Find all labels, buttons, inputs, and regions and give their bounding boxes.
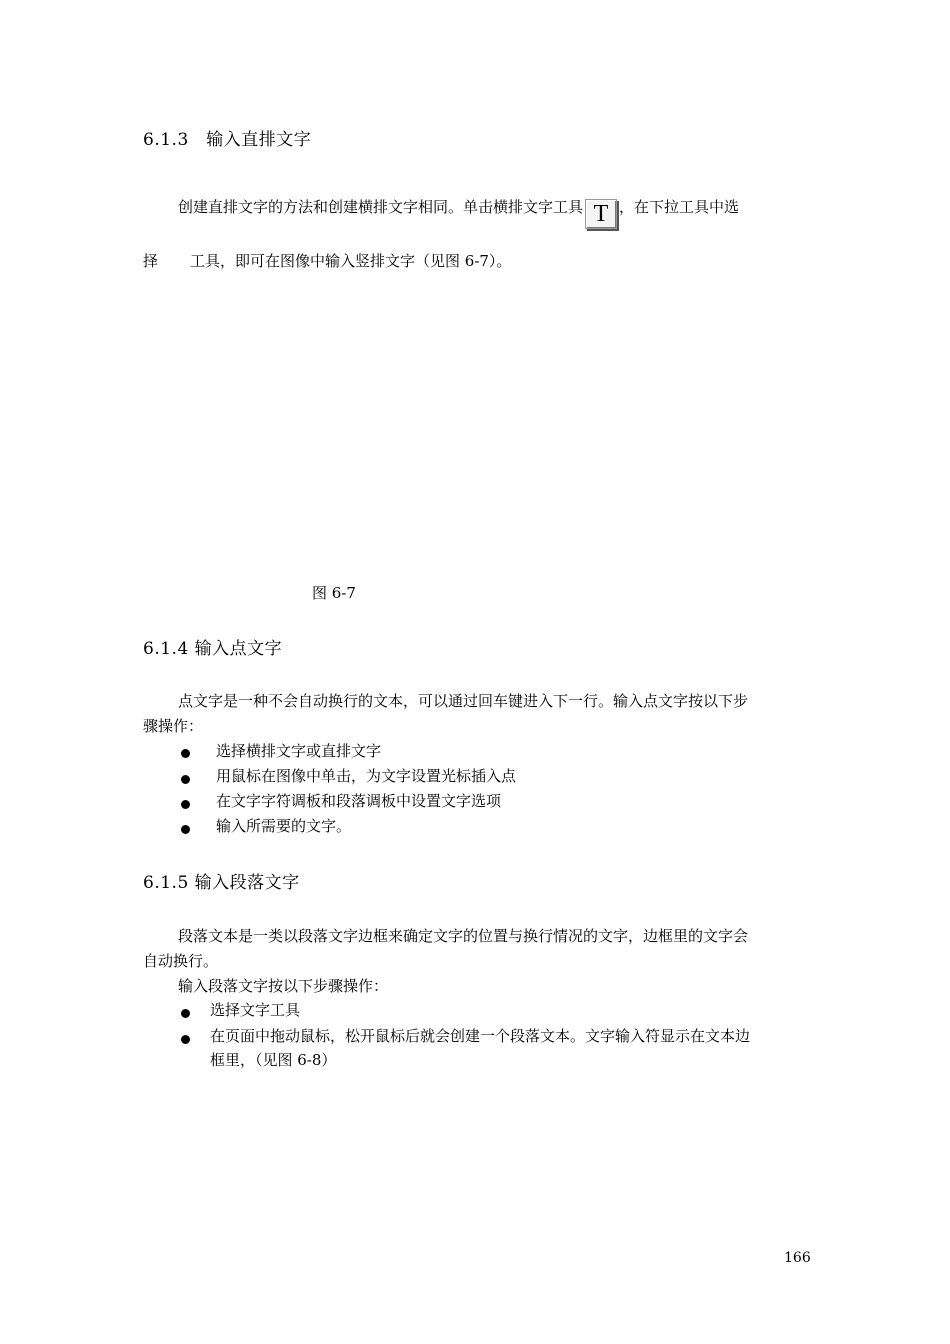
horizontal-type-tool-icon: T [585, 199, 617, 229]
paragraph-text: ，在下拉工具中选 [619, 198, 740, 216]
paragraph-text: 创建直排文字的方法和创建横排文字相同。单击横排文字工具 [178, 198, 584, 216]
list-item: 在页面中拖动鼠标，松开鼠标后就会创建一个段落文本。文字输入符显示在文本边 [210, 1027, 751, 1045]
list-item: 用鼠标在图像中单击，为文字设置光标插入点 [216, 767, 517, 785]
bullet-dot [181, 749, 190, 758]
paragraph-6-1-4-line1: 点文字是一种不会自动换行的文本，可以通过回车键进入下一行。输入点文字按以下步 [178, 692, 749, 710]
figure-caption-6-7: 图 6-7 [312, 584, 356, 602]
paragraph-6-1-3-line2: 工具，即可在图像中输入竖排文字（见图 6-7）。 [190, 252, 512, 270]
page-number: 166 [784, 1250, 811, 1266]
list-item-continuation: 框里，（见图 6-8） [210, 1051, 337, 1069]
heading-6-1-4: 6.1.4 输入点文字 [143, 639, 283, 659]
list-item: 选择文字工具 [210, 1001, 301, 1019]
heading-6-1-3: 6.1.3 输入直排文字 [143, 130, 312, 150]
paragraph-6-1-5-line3: 输入段落文字按以下步骤操作： [178, 977, 389, 995]
list-item: 在文字字符调板和段落调板中设置文字选项 [216, 792, 502, 810]
paragraph-6-1-3-line1 [178, 196, 739, 229]
list-item: 输入所需要的文字。 [216, 817, 352, 835]
bullet-dot [181, 1009, 190, 1018]
bullet-dot [181, 800, 190, 809]
paragraph-6-1-4-line2: 骤操作： [143, 717, 204, 735]
bullet-dot [181, 775, 190, 784]
paragraph-6-1-5-line1: 段落文本是一类以段落文字边框来确定文字的位置与换行情况的文字，边框里的文字会 [178, 927, 749, 945]
list-item: 选择横排文字或直排文字 [216, 742, 382, 760]
bullet-dot [181, 1035, 190, 1044]
bullet-dot [181, 825, 190, 834]
paragraph-6-1-3-line2-start: 择 [143, 252, 159, 270]
paragraph-6-1-5-line2: 自动换行。 [143, 952, 219, 970]
heading-6-1-5: 6.1.5 输入段落文字 [143, 873, 300, 893]
